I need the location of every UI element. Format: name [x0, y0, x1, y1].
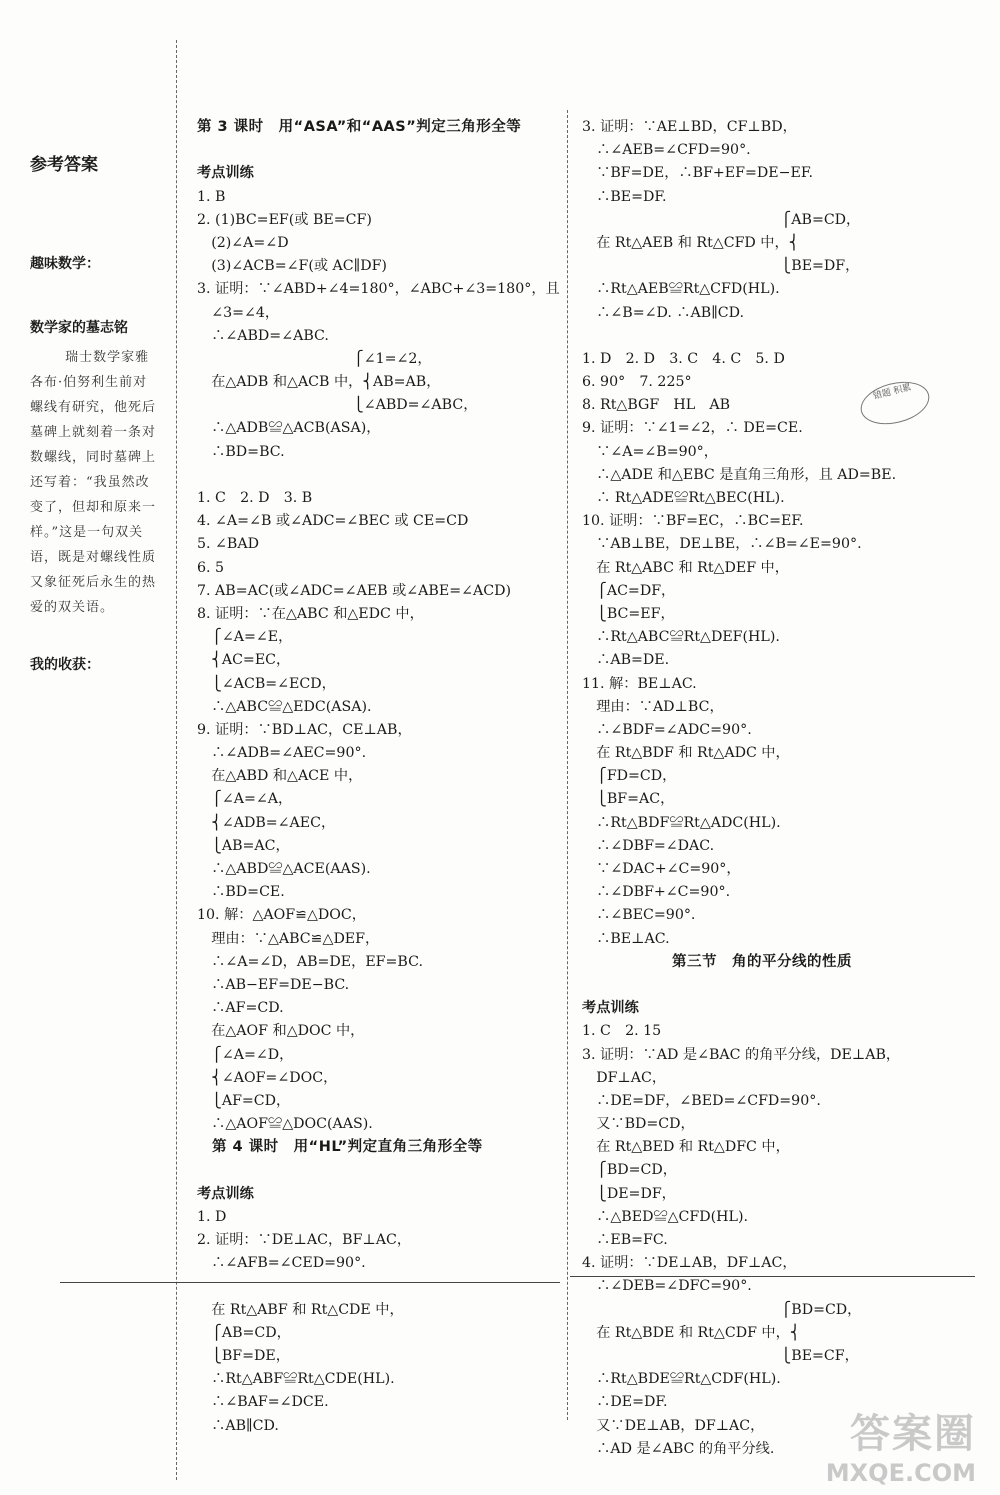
answer-line: 11. 解：BE⊥AC.	[582, 675, 697, 692]
answer-line: ⎨AC=EC，	[197, 652, 291, 669]
answer-line: (2)∠A=∠D	[197, 234, 289, 251]
answer-line: ⎨∠AOF=∠DOC，	[197, 1069, 338, 1086]
answer-line: 9. 证明：∵∠1=∠2，∴ DE=CE.	[582, 420, 803, 437]
answer-line: ⎩∠ABD=∠ABC，	[197, 397, 478, 414]
answer-line: 又∵DE⊥AB，DF⊥AC，	[582, 1417, 765, 1434]
answer-line: ∴∠DBF=∠DAC.	[582, 837, 715, 854]
answer-line: ⎩∠ACB=∠ECD，	[197, 675, 336, 692]
answer-line: 2. 证明：∵DE⊥AC，BF⊥AC，	[197, 1232, 412, 1248]
answer-line: ⎩AB=AC，	[197, 837, 290, 854]
answer-line: ∴EB=FC.	[582, 1232, 668, 1248]
answer-line: 第三节 角的平分线的性质	[582, 953, 852, 970]
answer-line: ∴△ADE 和△EBC 是直角三角形，且 AD=BE.	[582, 466, 897, 483]
answer-line: 1. B	[197, 188, 226, 205]
answer-line: ∴△BED≌△CFD(HL).	[582, 1208, 748, 1225]
answer-line: ∴∠DEB=∠DFC=90°.	[582, 1278, 752, 1295]
fun-math-heading: 趣味数学：	[30, 256, 100, 272]
answer-line: ∴BD=CE.	[197, 884, 285, 901]
answer-line: 3. 证明：∵AD 是∠BAC 的角平分线，DE⊥AB，	[582, 1046, 901, 1063]
answer-line: ⎧∠1=∠2，	[197, 350, 432, 367]
sidebar	[30, 150, 160, 682]
answer-line: 3. 证明：∵AE⊥BD，CF⊥BD，	[582, 119, 797, 135]
answer-line	[197, 1159, 562, 1182]
answer-line: ∴∠ABD=∠ABC.	[197, 327, 329, 344]
answer-line: 10. 解：△AOF≌△DOC，	[197, 907, 366, 924]
answer-line: ∵∠DAC+∠C=90°，	[582, 861, 741, 877]
my-gains-heading: 我的收获：	[30, 657, 100, 673]
answer-line: ∴Rt△AEB≌Rt△CFD(HL).	[582, 281, 780, 298]
answer-line: 10. 证明：∵BF=EC，∴BC=EF.	[582, 513, 804, 530]
answer-line: ∠3=∠4，	[197, 304, 280, 321]
answer-line: 7. AB=AC(或∠ADC=∠AEB 或∠ABE=∠ACD)	[197, 582, 511, 599]
answer-line: ⎧FD=CD，	[582, 768, 677, 785]
answer-line: ∴∠DBF+∠C=90°.	[582, 884, 731, 901]
answer-line: 考点训练	[197, 1185, 254, 1202]
answer-line: ∴∠ADB=∠AEC=90°.	[197, 745, 367, 762]
answer-line: ∴Rt△BDF≌Rt△ADC(HL).	[582, 814, 781, 831]
answer-line: ∴△ABC≌△EDC(ASA).	[197, 698, 372, 715]
answer-line: ⎩BE=CF，	[582, 1347, 859, 1364]
answer-line: ∵BF=DE，∴BF+EF=DE−EF.	[582, 165, 814, 182]
answer-line: ∴Rt△ABF≌Rt△CDE(HL).	[197, 1371, 395, 1388]
answer-line: ∴∠BDF=∠ADC=90°.	[582, 721, 752, 738]
answer-line: ⎧AB=CD，	[197, 1324, 291, 1341]
answer-line: 2. (1)BC=EF(或 BE=CF)	[197, 211, 372, 228]
answer-line: ∴AF=CD.	[197, 1000, 284, 1017]
answer-line	[582, 325, 982, 348]
answer-line: ⎧∠A=∠A，	[197, 791, 293, 808]
answer-line: 6. 90° 7. 225°	[582, 374, 692, 391]
answer-line: ∵AB⊥BE，DE⊥BE，∴∠B=∠E=90°.	[582, 536, 862, 553]
answer-line: ⎧BD=CD，	[582, 1301, 862, 1318]
answer-line: 在△AOF 和△DOC 中，	[197, 1023, 365, 1040]
answer-line: ⎩BF=AC，	[582, 791, 675, 808]
answer-line: ∴ Rt△ADE≌Rt△BEC(HL).	[582, 490, 785, 506]
answer-line: ⎩BC=EF，	[582, 605, 675, 622]
answer-line: 1. C 2. 15	[582, 1023, 662, 1040]
answer-line: ∴BD=BC.	[197, 443, 285, 460]
answer-line: 在 Rt△AEB 和 Rt△CFD 中，⎨	[582, 234, 800, 251]
answer-line: ∴DE=DF.	[582, 1394, 668, 1411]
answer-line: ∴△ADB≌△ACB(ASA)，	[197, 420, 381, 437]
answer-line: 1. C 2. D 3. B	[197, 490, 313, 506]
answer-line: 1. D	[197, 1208, 227, 1225]
answer-line: DF⊥AC，	[582, 1069, 667, 1086]
answer-line: 考点训练	[197, 165, 254, 182]
answer-line: ∴AB−EF=DE−BC.	[197, 976, 350, 993]
answer-column-right	[582, 116, 982, 1461]
watermark-url: MXQE.COM	[825, 1459, 976, 1487]
answer-line: ∴BE⊥AC.	[582, 930, 670, 947]
answer-line: 在△ADB 和△ACB 中，⎨AB=AB，	[197, 374, 441, 391]
answer-line: ∴BE=DF.	[582, 188, 667, 205]
answer-line: ⎧AC=DF，	[582, 582, 676, 599]
answer-line: ⎨∠ADB=∠AEC，	[197, 814, 336, 831]
answer-line: 4. 证明：∵DE⊥AB，DF⊥AC，	[582, 1255, 797, 1272]
answer-line: ∴∠BEC=90°.	[582, 907, 696, 924]
answer-line: 在 Rt△BDF 和 Rt△ADC 中，	[582, 745, 790, 762]
answer-line: 在 Rt△ABC 和 Rt△DEF 中，	[582, 559, 789, 576]
answer-line: ⎧AB=CD，	[582, 211, 861, 228]
answer-line	[197, 139, 562, 162]
answer-line: ⎩DE=DF，	[582, 1185, 676, 1202]
answer-line: 考点训练	[582, 1000, 639, 1017]
answer-line: 在 Rt△BED 和 Rt△DFC 中，	[582, 1139, 790, 1156]
answer-line: ⎧∠A=∠D，	[197, 1046, 294, 1063]
answer-line	[197, 464, 562, 487]
answer-line: ∴AD 是∠ABC 的角平分线.	[582, 1440, 775, 1457]
answer-line: ⎩BE=DF，	[582, 258, 860, 275]
answer-line: 理由：∵AD⊥BC，	[582, 698, 724, 715]
answer-line	[582, 974, 982, 997]
answer-line: 在 Rt△ABF 和 Rt△CDE 中，	[197, 1301, 404, 1318]
answer-line: ∴AB∥CD.	[197, 1417, 279, 1434]
answer-line: 又∵BD=CD，	[582, 1116, 695, 1133]
left-divider	[176, 40, 177, 1480]
answer-column-left	[197, 116, 562, 1438]
answer-line: ∴∠AEB=∠CFD=90°.	[582, 142, 751, 159]
answer-line: ∵∠A=∠B=90°，	[582, 443, 718, 460]
answer-line: 9. 证明：∵BD⊥AC，CE⊥AB，	[197, 721, 412, 738]
answer-line: ∴△ABD≌△ACE(AAS).	[197, 861, 371, 877]
answer-line: 第 4 课时 用“HL”判定直角三角形全等	[197, 1139, 483, 1156]
answer-line: 3. 证明：∵∠ABD+∠4=180°，∠ABC+∠3=180°，且	[197, 281, 560, 298]
answer-line: ⎧BD=CD，	[582, 1162, 677, 1179]
answer-line: ∴∠A=∠D，AB=DE，EF=BC.	[197, 953, 423, 970]
answer-line: ⎧∠A=∠E，	[197, 629, 293, 646]
answer-line: ∴Rt△ABC≌Rt△DEF(HL).	[582, 629, 780, 646]
answer-line: 第 3 课时 用“ASA”和“AAS”判定三角形全等	[197, 119, 522, 135]
answer-line	[197, 1275, 562, 1298]
answer-line: ∴△AOF≌△DOC(AAS).	[197, 1116, 373, 1133]
answer-line: 1. D 2. D 3. C 4. C 5. D	[582, 350, 785, 367]
answer-line: ∴∠BAF=∠DCE.	[197, 1394, 329, 1411]
answer-line: 8. Rt△BGF HL AB	[582, 397, 731, 414]
answer-line: 4. ∠A=∠B 或∠ADC=∠BEC 或 CE=CD	[197, 513, 469, 530]
answer-line: ∴∠B=∠D. ∴AB∥CD.	[582, 304, 744, 321]
answer-line: ∴DE=DF，∠BED=∠CFD=90°.	[582, 1092, 821, 1109]
answer-line: 在△ABD 和△ACE 中，	[197, 768, 363, 785]
answer-line: ∴AB=DE.	[582, 652, 670, 669]
answer-line: 8. 证明：∵在△ABC 和△EDC 中，	[197, 605, 424, 622]
error-collection-stamp: 错题 积累	[856, 375, 934, 431]
epitaph-story: 瑞士数学家雅各布·伯努利生前对螺线有研究，他死后墓碑上就刻着一条对数螺线，同时墓碑上还写着：“我虽然改变了，但却和原来一样。”这是一句双关语，既是对螺线性质又象征死后永生的热爱的双关语。	[30, 350, 157, 615]
answer-line: 理由：∵△ABC≌△DEF，	[197, 930, 380, 947]
answer-line: ∴∠AFB=∠CED=90°.	[197, 1255, 366, 1272]
watermark-logo: 答案圈	[850, 1411, 976, 1457]
answer-line: ⎩BF=DE，	[197, 1347, 290, 1364]
answer-line: 6. 5	[197, 559, 225, 576]
site-watermark	[826, 1402, 976, 1487]
answer-line: 在 Rt△BDE 和 Rt△CDF 中，⎨	[582, 1324, 801, 1341]
center-divider	[567, 110, 568, 1420]
answer-line: ⎩AF=CD，	[197, 1092, 291, 1109]
answer-line: (3)∠ACB=∠F(或 AC∥DF)	[197, 258, 387, 275]
answer-key-title: 参考答案	[30, 155, 98, 175]
epitaph-heading: 数学家的墓志铭	[30, 320, 128, 336]
answer-line: 5. ∠BAD	[197, 536, 259, 553]
answer-line: ∴Rt△BDE≌Rt△CDF(HL).	[582, 1371, 781, 1388]
